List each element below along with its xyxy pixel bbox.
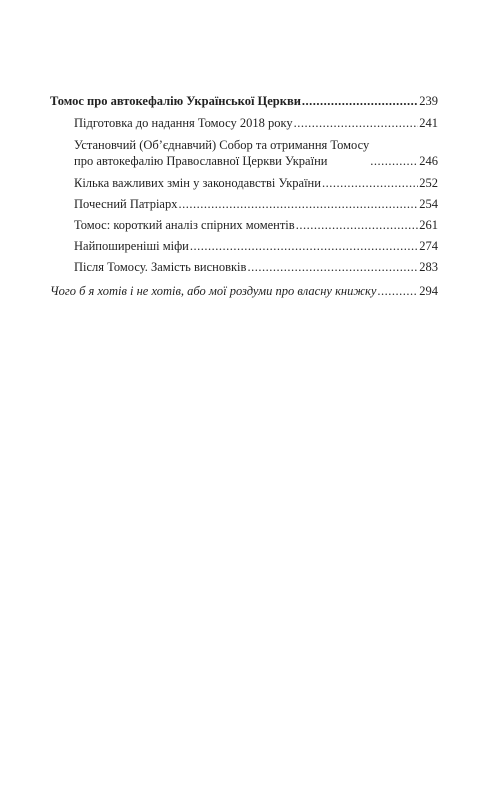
toc-entry-page: 246 — [419, 154, 438, 168]
toc-entry-title: Кілька важливих змін у законодавстві України — [74, 176, 321, 190]
toc-entry-title: Томос: короткий аналіз спірних моментів — [74, 218, 295, 232]
toc-entry-title-line: Установчий (Об’єднавчий) Собор та отримання Томосу — [74, 138, 370, 152]
dot-leader — [294, 115, 419, 131]
toc-entry-afterword — [50, 283, 438, 299]
toc-entry-subsection — [74, 196, 438, 212]
toc-entry-page: 252 — [419, 176, 438, 190]
toc-entry-title: Після Томосу. Замість висновків — [74, 260, 247, 274]
toc-entry-subsection — [74, 238, 438, 254]
toc-entry-page: 274 — [419, 239, 438, 253]
toc-entry-page: 294 — [419, 284, 438, 298]
dot-leader — [190, 238, 418, 254]
toc-entry-subsection — [74, 137, 438, 169]
dot-leader — [302, 93, 418, 109]
toc-entry-title — [74, 137, 369, 169]
dot-leader — [370, 153, 418, 169]
toc-entry-page: 254 — [419, 197, 438, 211]
dot-leader — [377, 283, 418, 299]
toc-entry-title: Найпоширеніші міфи — [74, 239, 189, 253]
toc-entry-subsection — [74, 175, 438, 191]
toc-entry-title: Чого б я хотів і не хотів, або мої роздуми про власну книжку — [50, 284, 377, 298]
dot-leader — [247, 259, 418, 275]
toc-entry-title-line: про автокефалію Православної Церкви України — [74, 154, 328, 168]
toc-entry-subsection — [74, 259, 438, 275]
toc-entry-page: 261 — [419, 218, 438, 232]
toc-entry-page: 283 — [419, 260, 438, 274]
dot-leader — [322, 175, 418, 191]
toc-entry-page: 239 — [419, 94, 438, 108]
toc-entry-title: Томос про автокефалію Української Церкви — [50, 94, 301, 108]
toc-entry-subsection — [74, 115, 438, 131]
toc-entry-title: Підготовка до надання Томосу 2018 року — [74, 116, 293, 130]
toc-entry-subsection — [74, 217, 438, 233]
toc-entry-title: Почесний Патріарх — [74, 197, 178, 211]
toc-entry-page: 241 — [419, 116, 438, 130]
toc-entry-main-section — [50, 93, 438, 109]
dot-leader — [296, 217, 419, 233]
dot-leader — [178, 196, 418, 212]
